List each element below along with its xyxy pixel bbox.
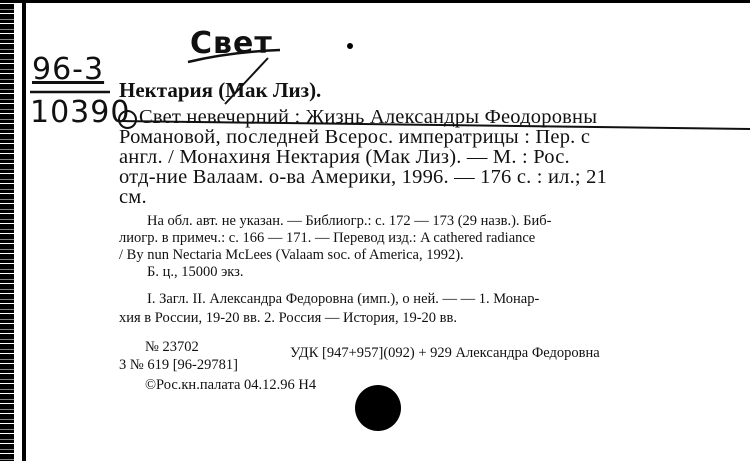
ink-blot (355, 385, 401, 431)
subjects-block (119, 290, 540, 328)
top-edge (0, 0, 750, 3)
handwritten-title: Свет (190, 26, 273, 61)
notes-block (119, 213, 552, 281)
card-number: 3 № 619 [96-29781] (119, 357, 238, 373)
title-line: отд-ние Валаам. о-ва Америки, 1996. — 176 с. : ил.; 21 (119, 166, 608, 188)
scan-edge-strip (0, 0, 14, 461)
subject-line: хия в России, 19-20 вв. 2. Россия — История, 19-20 вв. (119, 310, 457, 326)
record-number: № 23702 (145, 339, 199, 355)
note-line: / By nun Nectaria McLees (Valaam soc. of America, 1992). (119, 247, 464, 263)
book-chamber-stamp: ©Рос.кн.палата 04.12.96 Н4 (145, 377, 317, 393)
title-line: англ. / Монахиня Нектария (Мак Лиз). — М. : Рос. (119, 146, 570, 168)
handwritten-shelf-mark: 96-3 (32, 52, 105, 87)
title-line: Романовой, последней Всерос. императрицы : Пер. с (119, 126, 591, 148)
note-line: лиогр. в примеч.: с. 166 — 171. — Перевод изд.: A cathered radiance (119, 230, 536, 246)
handwritten-registration-number: 10390 (30, 95, 131, 130)
ink-dot (347, 43, 353, 49)
subject-line: I. Загл. II. Александра Федоровна (имп.), о ней. — — 1. Монар- (147, 291, 540, 307)
note-line: На обл. авт. не указан. — Библиогр.: с. 172 — 173 (29 назв.). Биб- (147, 213, 552, 229)
udc-classification: УДК [947+957](092) + 929 Александра Федоровна (290, 345, 600, 361)
title-line: см. (119, 186, 147, 208)
author-heading: Нектария (Мак Лиз). (119, 78, 322, 102)
note-line: Б. ц., 15000 экз. (147, 264, 244, 280)
scan-edge-line (22, 0, 26, 461)
title-line: Свет невечерний : Жизнь Александры Феодоровны (139, 106, 598, 128)
title-description (119, 107, 607, 207)
